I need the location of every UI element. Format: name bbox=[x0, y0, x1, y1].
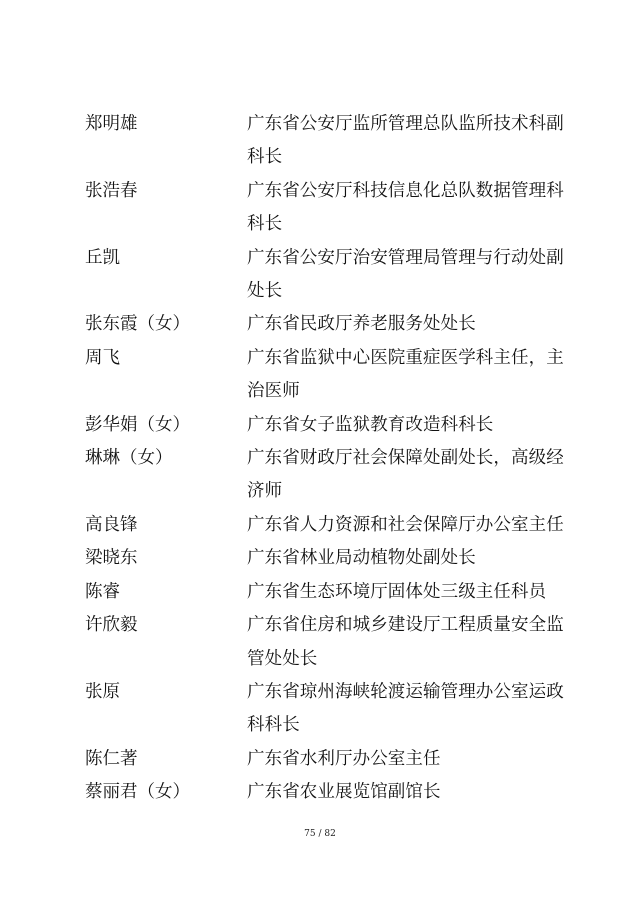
person-title: 广东省民政厅养老服务处处长 bbox=[247, 314, 476, 335]
list-item bbox=[85, 542, 575, 575]
list-item bbox=[85, 308, 575, 341]
person-title: 广东省公安厅监所管理总队监所技术科副科长 bbox=[247, 114, 564, 168]
person-name: 张原 bbox=[85, 681, 120, 702]
list-item bbox=[85, 609, 575, 676]
list-item bbox=[85, 509, 575, 542]
person-title: 广东省林业局动植物处副处长 bbox=[247, 548, 476, 569]
person-title: 广东省监狱中心医院重症医学科主任，主治医师 bbox=[247, 347, 564, 402]
person-name: 张东霞（女） bbox=[85, 314, 190, 335]
person-name: 陈睿 bbox=[85, 581, 120, 602]
person-name: 周飞 bbox=[85, 347, 120, 368]
list-item bbox=[85, 576, 575, 609]
person-name: 蔡丽君（女） bbox=[85, 782, 190, 803]
person-name: 郑明雄 bbox=[85, 114, 138, 134]
list-item bbox=[85, 242, 575, 309]
list-item bbox=[85, 175, 575, 242]
person-name: 彭华娟（女） bbox=[85, 414, 190, 435]
person-name: 梁晓东 bbox=[85, 548, 138, 569]
list-item bbox=[85, 743, 575, 776]
personnel-list bbox=[85, 108, 575, 810]
person-name: 张浩春 bbox=[85, 180, 138, 201]
list-item bbox=[85, 776, 575, 809]
person-title: 广东省水利厅办公室主任 bbox=[247, 748, 441, 769]
list-item bbox=[85, 342, 575, 409]
person-name: 陈仁著 bbox=[85, 748, 138, 769]
person-title: 广东省公安厅科技信息化总队数据管理科科长 bbox=[247, 180, 564, 235]
person-name: 琳琳（女） bbox=[85, 448, 173, 469]
person-title: 广东省人力资源和社会保障厅办公室主任 bbox=[247, 514, 564, 535]
person-title: 广东省住房和城乡建设厅工程质量安全监管处处长 bbox=[247, 615, 564, 669]
page-number: 75 / 82 bbox=[304, 829, 336, 839]
person-title: 广东省财政厅社会保障处副处长，高级经济师 bbox=[247, 448, 564, 502]
person-title: 广东省琼州海峡轮渡运输管理办公室运政科科长 bbox=[247, 681, 564, 736]
person-title: 广东省生态环境厅固体处三级主任科员 bbox=[247, 581, 547, 602]
person-title: 广东省农业展览馆副馆长 bbox=[247, 782, 441, 803]
list-item bbox=[85, 676, 575, 743]
list-item bbox=[85, 108, 575, 175]
list-item bbox=[85, 409, 575, 442]
person-name: 丘凯 bbox=[85, 247, 120, 268]
person-title: 广东省公安厅治安管理局管理与行动处副处长 bbox=[247, 247, 564, 302]
person-name: 高良锋 bbox=[85, 514, 138, 535]
list-item bbox=[85, 442, 575, 509]
person-title: 广东省女子监狱教育改造科科长 bbox=[247, 414, 494, 435]
person-name: 许欣毅 bbox=[85, 615, 138, 636]
